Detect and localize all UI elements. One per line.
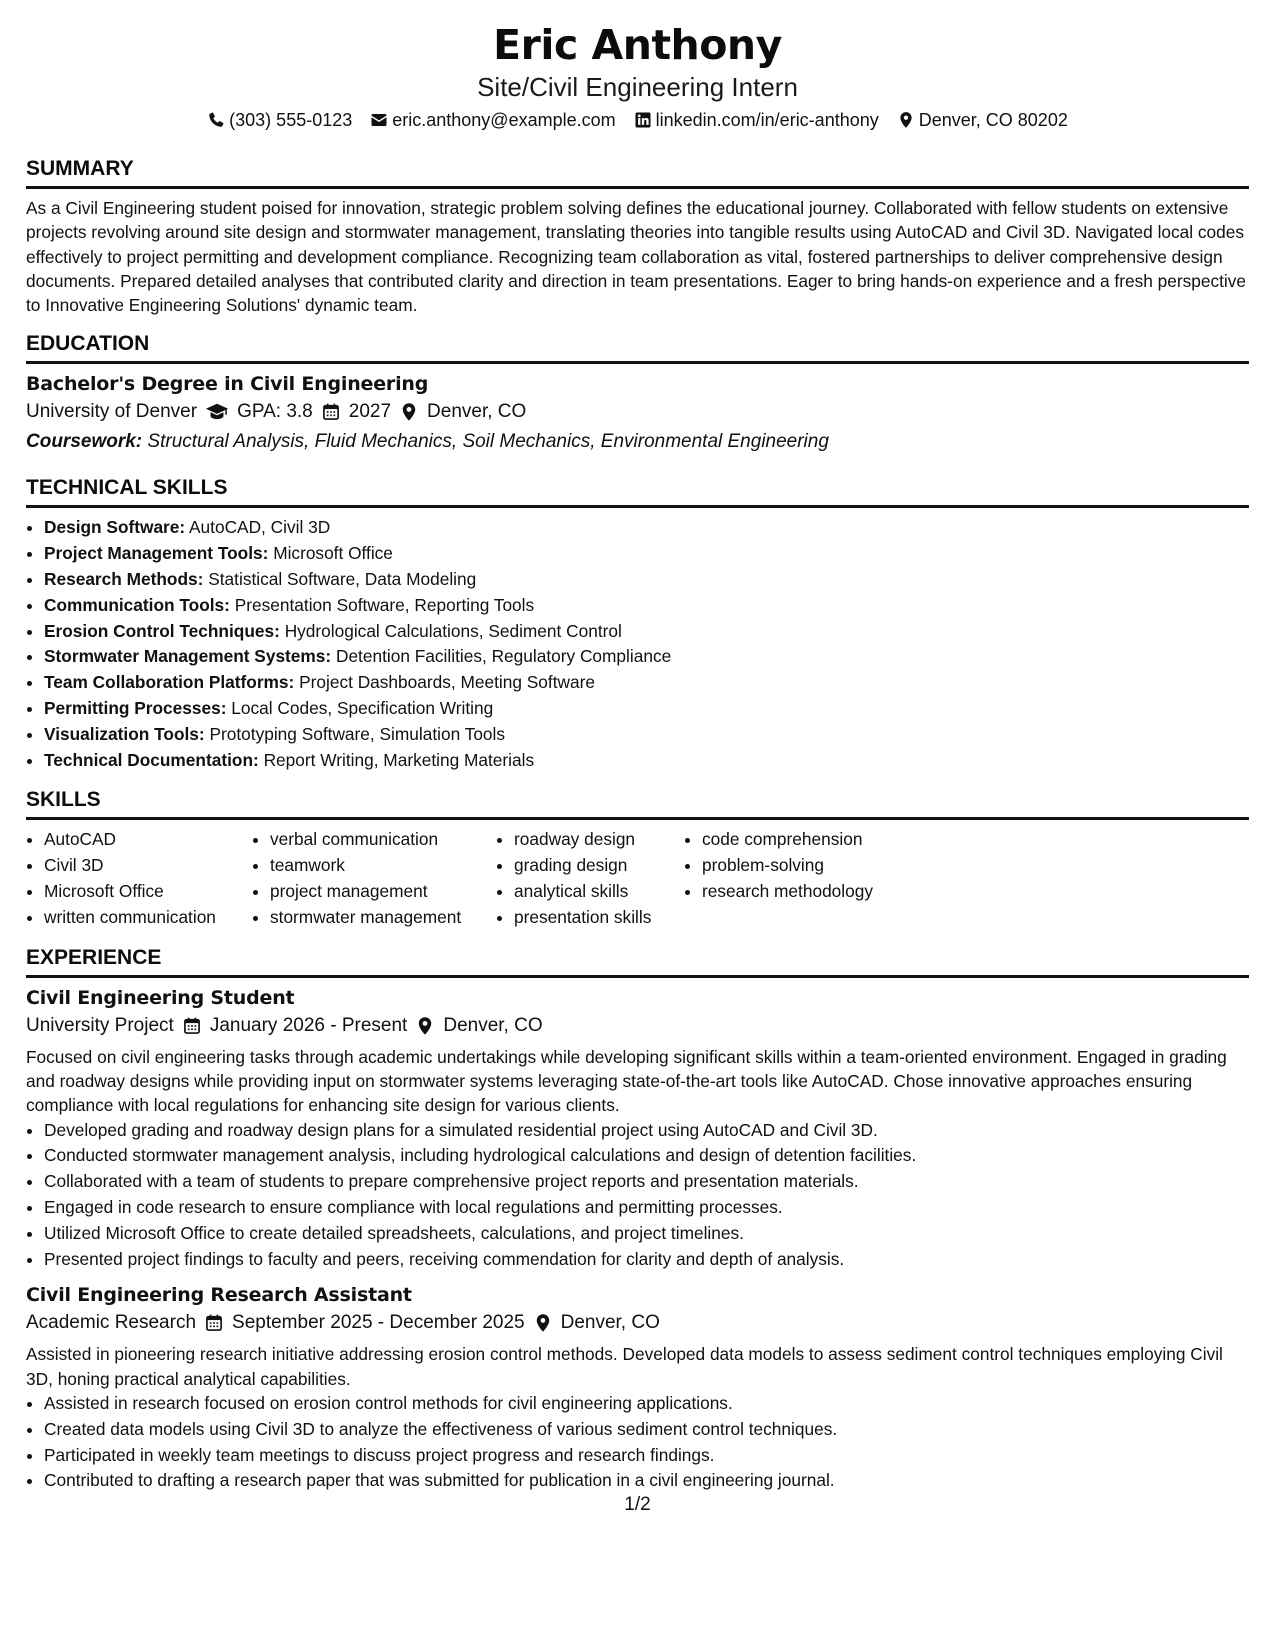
section-divider (26, 361, 1249, 364)
education-heading: EDUCATION (26, 332, 150, 356)
list-item: • Presented project findings to faculty and peers, receiving commendation for clarity and depth of analysis. (44, 1247, 1249, 1273)
list-item: • Participated in weekly team meetings to discuss project progress and research findings. (44, 1443, 1249, 1469)
contact-phone (207, 108, 352, 132)
calendar-icon (204, 1313, 224, 1333)
skill-values: Presentation Software, Reporting Tools (234, 594, 535, 615)
list-item: • problem-solving (702, 853, 922, 879)
section-divider (26, 975, 1249, 978)
education-section (26, 331, 1249, 457)
page-number: 1/2 (624, 1494, 651, 1515)
skill-category: Erosion Control Techniques: (44, 620, 280, 641)
list-item (44, 670, 1249, 696)
skill-values: Project Dashboards, Meeting Software (299, 672, 595, 693)
section-divider (26, 186, 1249, 189)
experience-section (26, 945, 1249, 1494)
resume-page (26, 20, 1249, 1494)
calendar-icon (182, 1016, 202, 1036)
list-item: • project management (270, 879, 496, 905)
skill-values: Detention Facilities, Regulatory Compliance (335, 646, 672, 667)
list-item: • presentation skills (514, 905, 684, 931)
list-item (44, 515, 1249, 541)
list-item (44, 696, 1249, 722)
skill-values: AutoCAD, Civil 3D (189, 517, 331, 538)
job-description: Assisted in pioneering research initiative addressing erosion control methods. Developed data models to assess sediment control techniques employing Civil 3D, honing practical analytical capabilities. (26, 1344, 1223, 1389)
skill-values: Local Codes, Specification Writing (231, 698, 494, 719)
envelope-icon (370, 111, 388, 129)
list-item: • AutoCAD (44, 827, 252, 853)
job-meta (26, 1011, 1249, 1041)
section-divider (26, 817, 1249, 820)
skill-values: Microsoft Office (273, 543, 393, 564)
list-item: • Utilized Microsoft Office to create detailed spreadsheets, calculations, and project timelines. (44, 1221, 1249, 1247)
skill-category: Team Collaboration Platforms: (44, 672, 295, 693)
skill-values: Report Writing, Marketing Materials (263, 749, 535, 770)
phone-icon (207, 111, 225, 129)
contact-line (26, 108, 1249, 132)
education-meta (26, 397, 1249, 427)
list-item (44, 567, 1249, 593)
graduation-cap-icon (205, 402, 229, 422)
skill-category: Visualization Tools: (44, 723, 205, 744)
linkedin-text[interactable]: linkedin.com/in/eric-anthony (655, 110, 879, 130)
list-item: • Created data models using Civil 3D to analyze the effectiveness of various sediment control techniques. (44, 1417, 1249, 1443)
skills-column (26, 827, 252, 930)
contact-email[interactable] (370, 108, 615, 132)
job-bullets (26, 1391, 1249, 1494)
skills-section (26, 787, 1249, 930)
section-divider (26, 505, 1249, 508)
skill-category: Stormwater Management Systems: (44, 646, 332, 667)
job-org: University Project (26, 1014, 174, 1036)
list-item: • analytical skills (514, 879, 684, 905)
job-dates: September 2025 - December 2025 (232, 1312, 525, 1334)
list-item: • Assisted in research focused on erosion control methods for civil engineering applications. (44, 1391, 1249, 1417)
list-item: • stormwater management (270, 905, 496, 931)
skill-values: Statistical Software, Data Modeling (208, 569, 477, 590)
list-item: • code comprehension (702, 827, 922, 853)
calendar-icon (321, 402, 341, 422)
skills-column (252, 827, 496, 930)
list-item: • research methodology (702, 879, 922, 905)
contact-location (897, 108, 1068, 132)
list-item: • roadway design (514, 827, 684, 853)
map-pin-icon (415, 1016, 435, 1036)
map-pin-icon (399, 402, 419, 422)
skill-values: Prototyping Software, Simulation Tools (209, 723, 506, 744)
graduation-year: 2027 (348, 401, 392, 423)
coursework-text: Structural Analysis, Fluid Mechanics, Soil Mechanics, Environmental Engineering (147, 431, 829, 453)
job-meta (26, 1308, 1249, 1338)
email-text[interactable]: eric.anthony@example.com (392, 110, 616, 130)
map-pin-icon (897, 111, 915, 129)
skill-category: Technical Documentation: (44, 749, 259, 770)
list-item: • Engaged in code research to ensure compliance with local regulations and permitting processes. (44, 1195, 1249, 1221)
school-location: Denver, CO (427, 401, 527, 423)
coursework-label: Coursework: (26, 431, 143, 453)
list-item: • Microsoft Office (44, 879, 252, 905)
map-pin-icon (533, 1313, 553, 1333)
experience-entry (26, 1282, 1249, 1494)
technical-skills-section (26, 475, 1249, 773)
resume-header (26, 20, 1249, 132)
skill-category: Project Management Tools: (44, 543, 269, 564)
job-dates: January 2026 - Present (209, 1014, 408, 1036)
skill-category: Research Methods: (44, 569, 204, 590)
skills-column (684, 827, 922, 930)
list-item (44, 748, 1249, 774)
school-name: University of Denver (26, 401, 198, 423)
skill-values: Hydrological Calculations, Sediment Control (284, 620, 622, 641)
skill-category: Permitting Processes: (44, 698, 227, 719)
gpa-text: GPA: 3.8 (237, 401, 313, 423)
skills-heading: SKILLS (26, 788, 101, 812)
list-item (44, 644, 1249, 670)
contact-linkedin[interactable] (634, 108, 879, 132)
summary-heading: SUMMARY (26, 157, 134, 180)
candidate-name: Eric Anthony (493, 21, 782, 69)
list-item (44, 541, 1249, 567)
experience-heading: EXPERIENCE (26, 945, 162, 969)
list-item: • grading design (514, 853, 684, 879)
list-item (44, 619, 1249, 645)
list-item: • Collaborated with a team of students to prepare comprehensive project reports and presentation materials. (44, 1169, 1249, 1195)
skills-column (496, 827, 684, 930)
linkedin-icon (634, 111, 652, 129)
summary-text: As a Civil Engineering student poised for innovation, strategic problem solving defines the educational journey. Collaborated with fellow students on extensive projects revolving around site design and stormwater management, translating theories into tangible results using AutoCAD and Civil 3D. Navigated local codes effectively to project permitting and development compliance. Recognizing team collaboration as vital, fostered partnerships to deliver comprehensive design documents. Prepared detailed analyses that contributed clarity and direction in team presentations. Eager to bring hands-on experience and a fresh perspective to Innovative Engineering Solutions' dynamic team. (26, 198, 1247, 316)
skill-category: Design Software: (44, 517, 186, 538)
list-item: • Contributed to drafting a research paper that was submitted for publication in a civil engineering journal. (44, 1468, 1249, 1494)
skills-grid (26, 827, 1249, 930)
job-description: Focused on civil engineering tasks through academic undertakings while developing significant skills within a team-oriented environment. Engaged in grading and roadway designs while providing input on stormwater systems leveraging state-of-the-art tools like AutoCAD. Chose innovative approaches ensuring compliance with local regulations for enhancing site design for various clients. (26, 1046, 1227, 1116)
coursework-line (26, 427, 1249, 457)
degree-title: Bachelor's Degree in Civil Engineering (26, 373, 429, 396)
technical-skills-heading: TECHNICAL SKILLS (26, 476, 228, 500)
job-bullets (26, 1118, 1249, 1273)
list-item (44, 722, 1249, 748)
job-org: Academic Research (26, 1312, 197, 1334)
job-location: Denver, CO (560, 1312, 660, 1334)
skill-category: Communication Tools: (44, 594, 230, 615)
job-location: Denver, CO (443, 1014, 543, 1036)
list-item: • Developed grading and roadway design plans for a simulated residential project using AutoCAD and Civil 3D. (44, 1118, 1249, 1144)
job-title: Civil Engineering Student (26, 986, 295, 1009)
list-item (44, 593, 1249, 619)
list-item: • verbal communication (270, 827, 496, 853)
list-item: • written communication (44, 905, 252, 931)
candidate-role: Site/Civil Engineering Intern (477, 72, 798, 102)
experience-entry (26, 985, 1249, 1273)
location-text: Denver, CO 80202 (918, 110, 1068, 130)
list-item: • Civil 3D (44, 853, 252, 879)
list-item: • Conducted stormwater management analysis, including hydrological calculations and design of detention facilities. (44, 1143, 1249, 1169)
list-item: • teamwork (270, 853, 496, 879)
phone-text: (303) 555-0123 (229, 110, 353, 130)
technical-skills-list (26, 515, 1249, 773)
job-title: Civil Engineering Research Assistant (26, 1284, 412, 1307)
summary-section (26, 156, 1249, 317)
